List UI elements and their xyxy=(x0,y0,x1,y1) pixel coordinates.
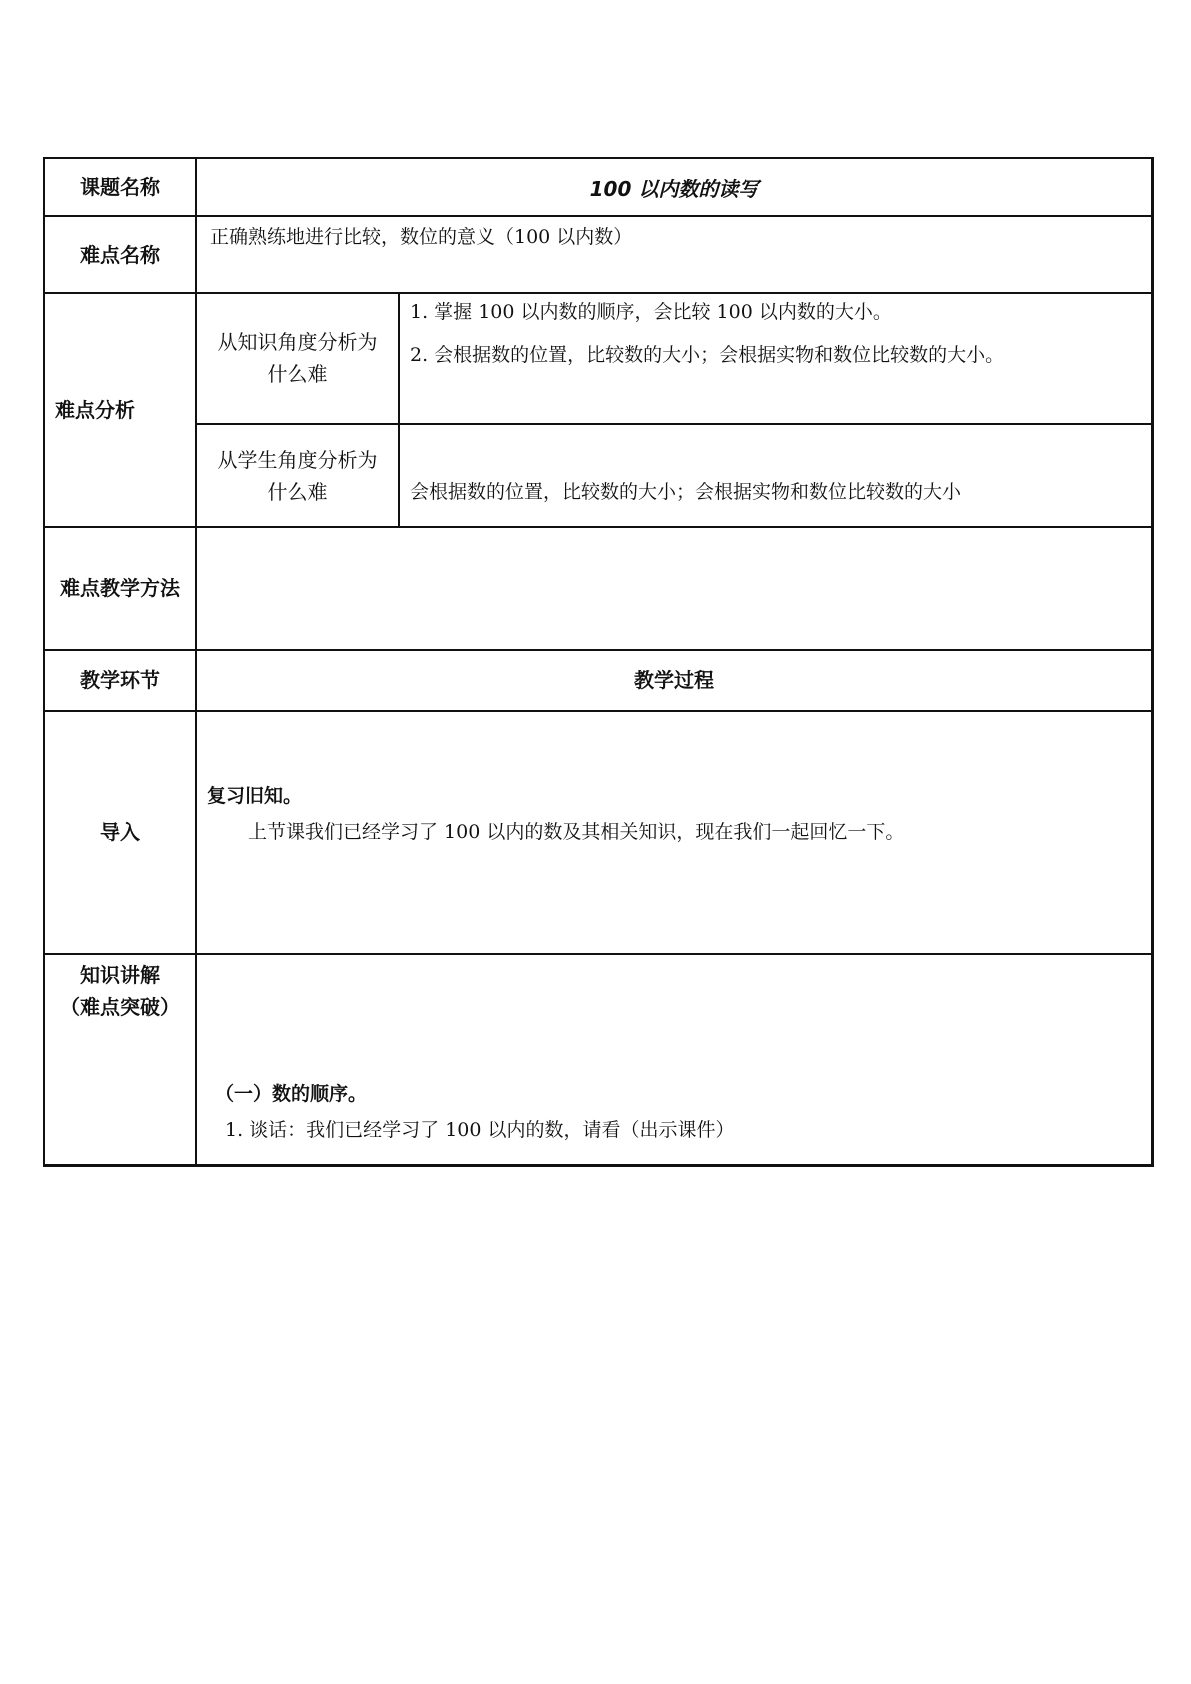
knowledge-point-1: 1. 掌握 100 以内数的顺序，会比较 100 以内数的大小。 xyxy=(410,301,892,323)
student-angle-label-line2: 什么难 xyxy=(267,479,328,504)
teaching-method-label: 难点教学方法 xyxy=(60,576,180,600)
intro-heading: 复习旧知。 xyxy=(207,785,303,807)
row-divider xyxy=(45,526,1151,528)
teaching-process-label: 教学过程 xyxy=(634,668,714,692)
row-divider xyxy=(45,215,1151,217)
topic-value: 100 以内数的读写 xyxy=(589,176,759,201)
teaching-method-value xyxy=(210,539,1140,639)
teaching-stage-label: 教学环节 xyxy=(80,668,160,692)
row-divider xyxy=(45,710,1151,712)
student-angle-label xyxy=(197,425,398,526)
explain-label-line2: （难点突破） xyxy=(60,995,180,1019)
explain-label xyxy=(45,955,195,1025)
knowledge-point-2: 2. 会根据数的位置，比较数的大小；会根据实物和数位比较数的大小。 xyxy=(410,344,1005,366)
knowledge-angle-label-line1: 从知识角度分析为 xyxy=(217,330,378,354)
intro-text: 上节课我们已经学习了 100 以内的数及其相关知识，现在我们一起回忆一下。 xyxy=(248,821,905,843)
knowledge-angle-label xyxy=(197,293,398,423)
lesson-plan-table xyxy=(43,157,1154,1167)
explain-heading: （一）数的顺序。 xyxy=(215,1083,368,1105)
explain-item-1: 1. 谈话：我们已经学习了 100 以内的数，请看（出示课件） xyxy=(225,1119,735,1141)
student-angle-label-line1: 从学生角度分析为 xyxy=(217,447,378,472)
topic-label: 课题名称 xyxy=(80,175,160,199)
intro-label: 导入 xyxy=(100,820,140,844)
explain-label-line1: 知识讲解 xyxy=(80,963,160,987)
sub-column-divider xyxy=(398,293,400,527)
row-divider xyxy=(45,953,1151,955)
difficulty-name-value: 正确熟练地进行比较，数位的意义（100 以内数） xyxy=(210,226,633,248)
knowledge-angle-label-line2: 什么难 xyxy=(267,362,328,386)
difficulty-name-label: 难点名称 xyxy=(80,242,160,267)
difficulty-analysis-label: 难点分析 xyxy=(55,397,135,422)
student-angle-value: 会根据数的位置，比较数的大小；会根据实物和数位比较数的大小 xyxy=(410,481,962,503)
